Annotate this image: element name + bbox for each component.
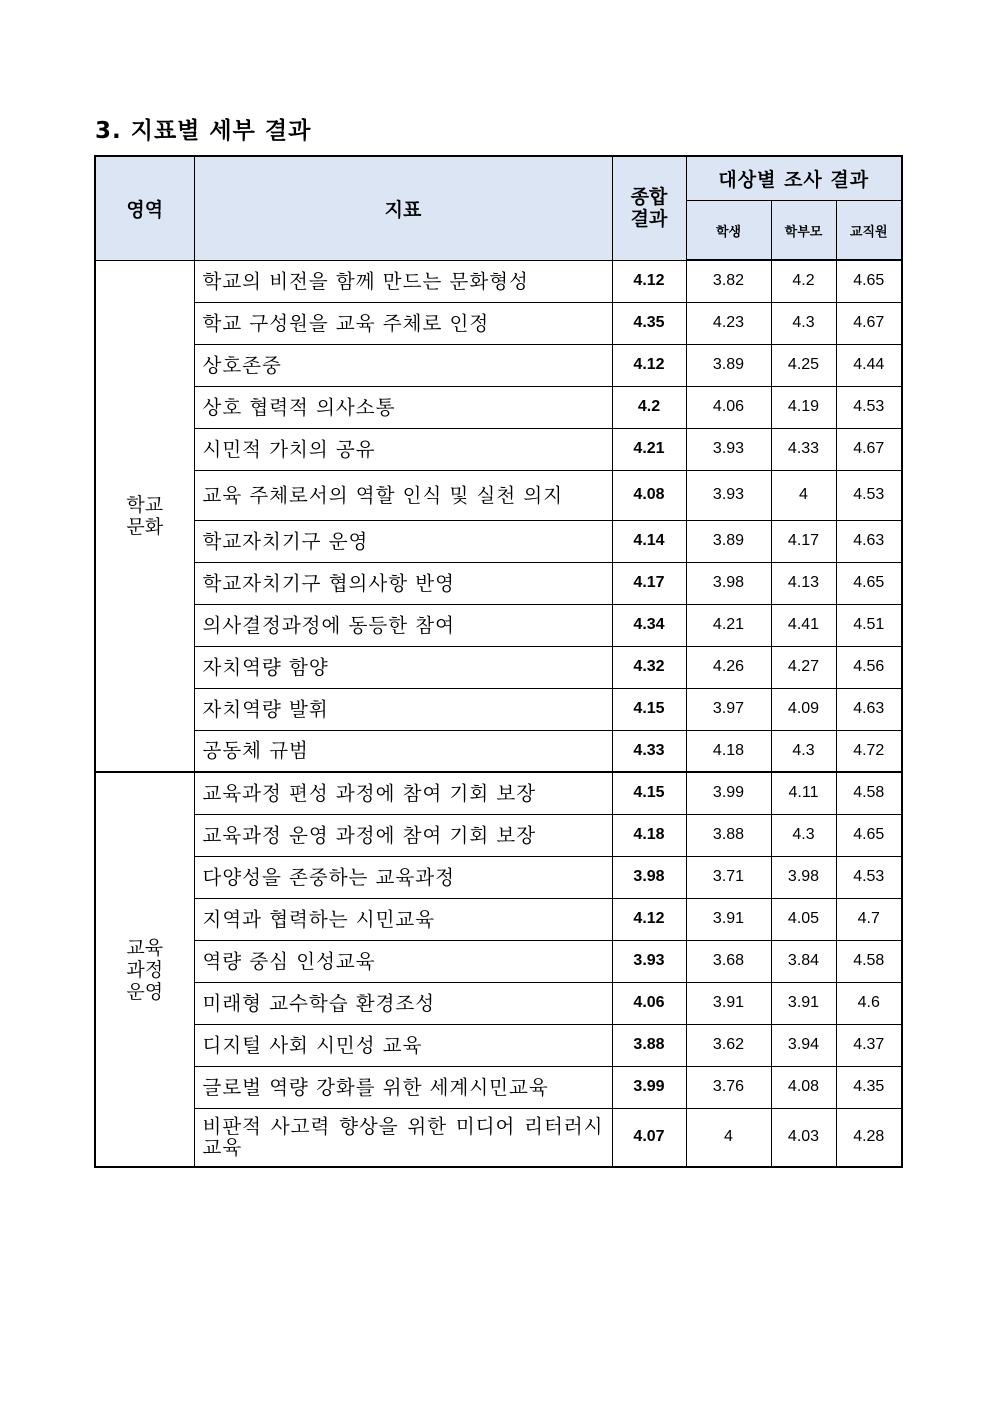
total-score-cell: 3.93 <box>612 940 686 982</box>
staff-score-cell: 4.58 <box>836 772 902 814</box>
parent-score-cell: 4.11 <box>771 772 836 814</box>
staff-score-cell: 4.65 <box>836 562 902 604</box>
indicator-cell: 의사결정과정에 동등한 참여 <box>194 604 612 646</box>
indicator-cell: 학교자치기구 운영 <box>194 520 612 562</box>
header-student: 학생 <box>686 201 771 261</box>
table-row <box>95 1024 902 1066</box>
student-score-cell: 3.93 <box>686 470 771 520</box>
indicator-cell: 상호존중 <box>194 344 612 386</box>
indicator-cell: 교육 주체로서의 역할 인식 및 실천 의지 <box>194 470 612 520</box>
table-row <box>95 814 902 856</box>
table-body <box>95 260 902 1167</box>
staff-score-cell: 4.65 <box>836 814 902 856</box>
table-row <box>95 1066 902 1108</box>
total-score-cell: 4.12 <box>612 344 686 386</box>
total-score-cell: 4.18 <box>612 814 686 856</box>
student-score-cell: 4.23 <box>686 302 771 344</box>
indicator-cell: 시민적 가치의 공유 <box>194 428 612 470</box>
staff-score-cell: 4.72 <box>836 730 902 772</box>
student-score-cell: 4.06 <box>686 386 771 428</box>
student-score-cell: 3.89 <box>686 344 771 386</box>
student-score-cell: 3.76 <box>686 1066 771 1108</box>
student-score-cell: 3.98 <box>686 562 771 604</box>
student-score-cell: 3.93 <box>686 428 771 470</box>
indicator-cell: 미래형 교수학습 환경조성 <box>194 982 612 1024</box>
table-row <box>95 604 902 646</box>
staff-score-cell: 4.51 <box>836 604 902 646</box>
student-score-cell: 3.89 <box>686 520 771 562</box>
staff-score-cell: 4.67 <box>836 302 902 344</box>
table-row <box>95 982 902 1024</box>
area-label-line: 과정 <box>126 958 164 981</box>
total-score-cell: 3.98 <box>612 856 686 898</box>
table-row <box>95 856 902 898</box>
indicator-cell: 학교 구성원을 교육 주체로 인정 <box>194 302 612 344</box>
staff-score-cell: 4.65 <box>836 260 902 302</box>
table-row <box>95 1108 902 1167</box>
area-cell <box>95 260 194 772</box>
table-row <box>95 688 902 730</box>
parent-score-cell: 4.05 <box>771 898 836 940</box>
area-label-line: 교육 <box>126 936 164 959</box>
staff-score-cell: 4.67 <box>836 428 902 470</box>
total-score-cell: 3.99 <box>612 1066 686 1108</box>
staff-score-cell: 4.35 <box>836 1066 902 1108</box>
table-row <box>95 302 902 344</box>
staff-score-cell: 4.44 <box>836 344 902 386</box>
staff-score-cell: 4.63 <box>836 520 902 562</box>
parent-score-cell: 4.2 <box>771 260 836 302</box>
parent-score-cell: 3.84 <box>771 940 836 982</box>
staff-score-cell: 4.56 <box>836 646 902 688</box>
student-score-cell: 4 <box>686 1108 771 1167</box>
staff-score-cell: 4.63 <box>836 688 902 730</box>
indicator-cell: 지역과 협력하는 시민교육 <box>194 898 612 940</box>
student-score-cell: 3.97 <box>686 688 771 730</box>
parent-score-cell: 4.09 <box>771 688 836 730</box>
staff-score-cell: 4.53 <box>836 856 902 898</box>
total-score-cell: 4.15 <box>612 772 686 814</box>
parent-score-cell: 4.13 <box>771 562 836 604</box>
staff-score-cell: 4.6 <box>836 982 902 1024</box>
header-total-line2: 결과 <box>630 208 668 231</box>
student-score-cell: 3.91 <box>686 898 771 940</box>
indicator-cell: 글로벌 역량 강화를 위한 세계시민교육 <box>194 1066 612 1108</box>
total-score-cell: 4.2 <box>612 386 686 428</box>
total-score-cell: 4.33 <box>612 730 686 772</box>
total-score-cell: 4.15 <box>612 688 686 730</box>
indicator-cell: 비판적 사고력 향상을 위한 미디어 리터러시 교육 <box>194 1108 612 1167</box>
header-parent: 학부모 <box>771 201 836 261</box>
area-label-line: 문화 <box>126 515 164 538</box>
table-row <box>95 772 902 814</box>
staff-score-cell: 4.58 <box>836 940 902 982</box>
staff-score-cell: 4.7 <box>836 898 902 940</box>
table-row <box>95 428 902 470</box>
total-score-cell: 4.21 <box>612 428 686 470</box>
total-score-cell: 4.08 <box>612 470 686 520</box>
student-score-cell: 3.62 <box>686 1024 771 1066</box>
total-score-cell: 3.88 <box>612 1024 686 1066</box>
student-score-cell: 3.71 <box>686 856 771 898</box>
total-score-cell: 4.12 <box>612 898 686 940</box>
student-score-cell: 3.88 <box>686 814 771 856</box>
parent-score-cell: 4.41 <box>771 604 836 646</box>
parent-score-cell: 3.98 <box>771 856 836 898</box>
results-table <box>94 155 903 1168</box>
table-row <box>95 898 902 940</box>
area-cell <box>95 772 194 1167</box>
section-title: 3. 지표별 세부 결과 <box>95 118 312 144</box>
header-total-line1: 종합 <box>630 186 668 209</box>
student-score-cell: 3.68 <box>686 940 771 982</box>
area-label-line: 학교 <box>126 493 164 516</box>
indicator-cell: 학교자치기구 협의사항 반영 <box>194 562 612 604</box>
header-total <box>612 156 686 260</box>
indicator-cell: 교육과정 편성 과정에 참여 기회 보장 <box>194 772 612 814</box>
student-score-cell: 4.26 <box>686 646 771 688</box>
parent-score-cell: 4.3 <box>771 730 836 772</box>
table-row <box>95 386 902 428</box>
parent-score-cell: 4.03 <box>771 1108 836 1167</box>
student-score-cell: 3.82 <box>686 260 771 302</box>
indicator-cell: 다양성을 존중하는 교육과정 <box>194 856 612 898</box>
table-row <box>95 344 902 386</box>
parent-score-cell: 4 <box>771 470 836 520</box>
parent-score-cell: 4.33 <box>771 428 836 470</box>
parent-score-cell: 4.17 <box>771 520 836 562</box>
total-score-cell: 4.34 <box>612 604 686 646</box>
table-row <box>95 730 902 772</box>
student-score-cell: 4.18 <box>686 730 771 772</box>
header-area: 영역 <box>95 156 194 260</box>
indicator-cell: 상호 협력적 의사소통 <box>194 386 612 428</box>
header-group: 대상별 조사 결과 <box>686 156 902 201</box>
staff-score-cell: 4.53 <box>836 386 902 428</box>
parent-score-cell: 3.94 <box>771 1024 836 1066</box>
indicator-cell: 교육과정 운영 과정에 참여 기회 보장 <box>194 814 612 856</box>
parent-score-cell: 4.19 <box>771 386 836 428</box>
staff-score-cell: 4.28 <box>836 1108 902 1167</box>
indicator-cell: 자치역량 발휘 <box>194 688 612 730</box>
parent-score-cell: 4.25 <box>771 344 836 386</box>
indicator-cell: 역량 중심 인성교육 <box>194 940 612 982</box>
total-score-cell: 4.12 <box>612 260 686 302</box>
header-staff: 교직원 <box>836 201 902 261</box>
header-indicator: 지표 <box>194 156 612 260</box>
total-score-cell: 4.32 <box>612 646 686 688</box>
total-score-cell: 4.06 <box>612 982 686 1024</box>
parent-score-cell: 4.08 <box>771 1066 836 1108</box>
student-score-cell: 4.21 <box>686 604 771 646</box>
parent-score-cell: 4.3 <box>771 302 836 344</box>
indicator-cell: 디지털 사회 시민성 교육 <box>194 1024 612 1066</box>
indicator-cell: 자치역량 함양 <box>194 646 612 688</box>
table-row <box>95 470 902 520</box>
staff-score-cell: 4.37 <box>836 1024 902 1066</box>
total-score-cell: 4.14 <box>612 520 686 562</box>
staff-score-cell: 4.53 <box>836 470 902 520</box>
parent-score-cell: 4.27 <box>771 646 836 688</box>
parent-score-cell: 4.3 <box>771 814 836 856</box>
total-score-cell: 4.17 <box>612 562 686 604</box>
table-row <box>95 520 902 562</box>
parent-score-cell: 3.91 <box>771 982 836 1024</box>
student-score-cell: 3.99 <box>686 772 771 814</box>
indicator-cell: 공동체 규범 <box>194 730 612 772</box>
total-score-cell: 4.07 <box>612 1108 686 1167</box>
table-row <box>95 260 902 302</box>
student-score-cell: 3.91 <box>686 982 771 1024</box>
total-score-cell: 4.35 <box>612 302 686 344</box>
area-label-line: 운영 <box>126 980 164 1003</box>
table-row <box>95 646 902 688</box>
table-row <box>95 940 902 982</box>
table-row <box>95 562 902 604</box>
indicator-cell: 학교의 비전을 함께 만드는 문화형성 <box>194 260 612 302</box>
